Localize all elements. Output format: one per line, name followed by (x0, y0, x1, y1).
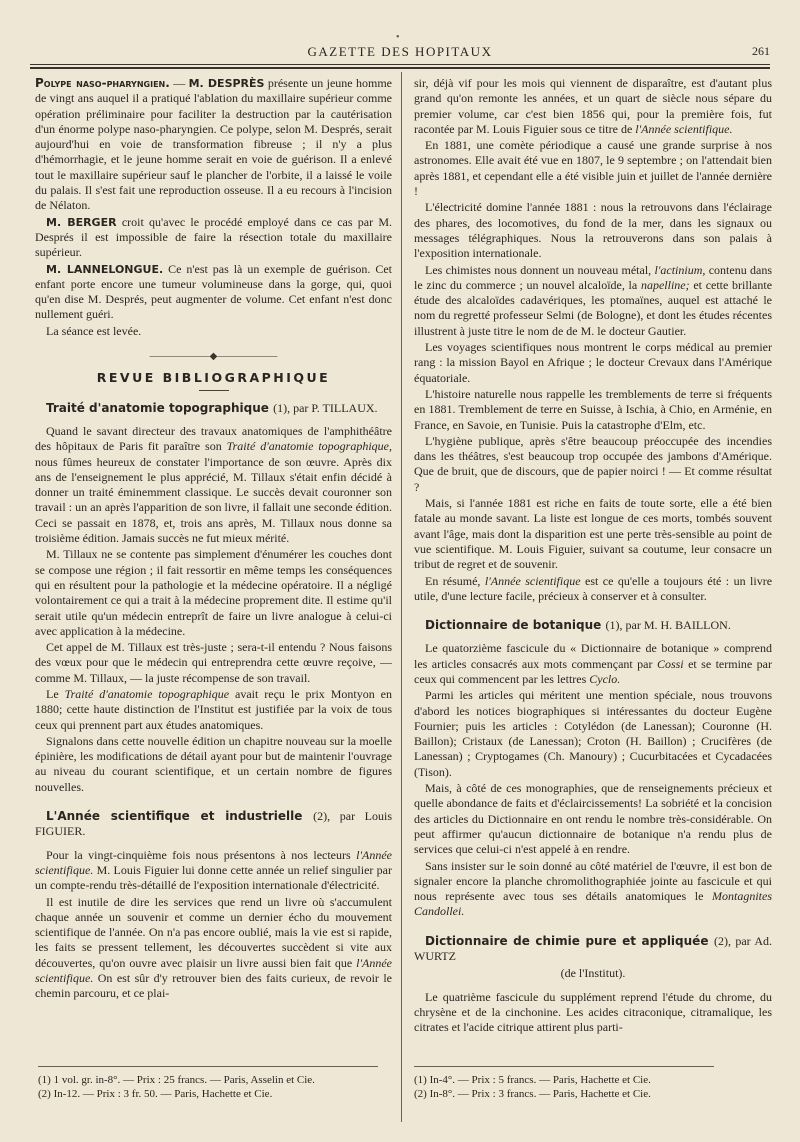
paragraph (35, 424, 392, 546)
paragraph (414, 859, 772, 920)
italic-text: Traité d'anatomie topographique, (226, 439, 392, 454)
paragraph-text: Ce n'est pas là un exemple de guérison. Cet enfant porte encore une tumeur volumineuse dans la gorge, qui, quoi qu'en dise M. Després, peut augmenter de volume. Cet enfant n'est donc nullement guéri. (35, 261, 393, 322)
left-column (35, 70, 392, 1003)
italic-text: Traité d'anatomie topographique (64, 686, 230, 701)
paragraph (414, 641, 772, 687)
footnotes-right (414, 1066, 714, 1101)
text: M. Louis Figuier lui donne cette année un relief singulier par un compte-rendu très-détaillé de l'exposition internationale d'électricité. (35, 862, 392, 893)
text: contenu dans le zinc du commerce ; un nouvel alcaloïde, la (414, 262, 772, 292)
article-title: L'Année scientifique et industrielle (46, 809, 303, 824)
paragraph: La séance est levée. (46, 323, 142, 338)
paragraph: M. Tillaux ne se contente pas simplement d'énumérer les couches dont se compose une région ; il fait ressortir en même temps les conséquences qui en résultent pour la pathologie et la médecine opératoire. Il a négligé volontairement ce qui a trait à la médecine proprement dite. Il estime qu'il serait utile qu'un médecin entreprît de faire un livre analogue à celui-ci avec application à la médecine. (35, 547, 392, 638)
page-number: 261 (752, 44, 770, 58)
paragraph: Signalons dans cette nouvelle édition un chapitre nouveau sur la moelle épinière, les modifications de détail ayant pour but de maintenir l'ouvrage au niveau du courant scientifique, et un certain nombre de figures nouvelles. (35, 733, 392, 794)
article-title: Traité d'anatomie topographique (46, 400, 269, 415)
text: nous fûmes heureux de constater l'importance de son œuvre. Après dix ans de l'enseignement le plus apprécié, M. Tillaux s'était enfin décidé à donner un traité éminemment classique. Le succès devait couronner son travail : un an après l'apparition de son livre, il fallait une seconde édition. Ceci se passait en 1878, et, trois ans après, M. Tillaux nous donne sa troisième édition. Jamais succès ne fut mieux mérité. (35, 454, 392, 546)
text: est ce qu'elle a toujours été : un livre utile, d'une lecture facile, précieux à conserver et à consulter. (414, 573, 773, 603)
article-heading (35, 401, 392, 416)
italic-text: l'Année scientifique. (635, 121, 733, 136)
header-rule (30, 64, 770, 65)
italic-text: napelline; (640, 277, 690, 292)
footnote: (2) In-8°. — Prix : 3 francs. — Paris, Hachette et Cie. (414, 1088, 651, 1100)
paragraph (35, 687, 392, 733)
italic-text: l'Année scientifique. (35, 955, 393, 986)
article-author: (2), par Ad. WURTZ (414, 933, 772, 964)
header-rule-thick (30, 67, 770, 69)
article-heading (414, 618, 772, 633)
speaker-name: M. LANNELONGUE. (46, 262, 164, 276)
text: et se termine par ceux qui commencent par les lettres (414, 656, 773, 686)
text: On est sûr d'y retrouver bien des faits curieux, de revoir le chemin parcouru, et ce plai- (35, 971, 392, 1001)
speaker-name: M. DESPRÈS (188, 77, 265, 90)
article-heading: Polype naso-pharyngien. (35, 76, 170, 90)
text: Quand le savant directeur des travaux anatomiques de l'amphithéâtre des hôpitaux de Paris fit paraître son (35, 423, 392, 454)
paragraph: L'histoire naturelle nous rappelle les tremblements de terre si fréquents en 1881. Tremblement de terre en Suisse, à Ischia, à Chio, en Arménie, en France, en Savoie, en Tunisie. Puis la catastrophe d'Elm, etc. (414, 386, 772, 432)
paragraph: Les voyages scientifiques nous montrent le corps médical au premier rang : la mission Bayol en Afrique ; le docteur Crevaux dans l'Amérique équatoriale. (414, 340, 772, 385)
text: et cette brillante étude des alcaloïdes cadavériques, les ptomaïnes, auquel est attaché le nom du regretté professeur Selmi (de Bologne), et dont les études récentes illustrent à juste titre le nom de de M. le docteur Gautier. (414, 277, 773, 338)
italic-text: l'Année scientifique (484, 573, 581, 588)
speaker-name: M. BERGER (46, 215, 117, 229)
article-title: Dictionnaire de botanique (425, 618, 602, 633)
journal-title: GAZETTE DES HOPITAUX (307, 44, 493, 59)
page-header (30, 44, 770, 64)
article-author: (2), par Louis FIGUIER. (35, 809, 392, 839)
article-author: (1), par P. TILLAUX. (273, 400, 378, 415)
paragraph (414, 574, 772, 605)
paragraph (35, 848, 392, 894)
paragraph (35, 215, 392, 261)
article-title: Dictionnaire de chimie pure et appliquée (425, 933, 709, 948)
article-heading (414, 934, 772, 965)
italic-text: Cossi (656, 656, 684, 671)
text: Sans insister sur le soin donné au côté matériel de l'œuvre, il est bon de signaler encore la planche chromolithographiée jointe au fascicule et qui nous représente avec tous ses détails anatomiques le (414, 858, 772, 904)
paragraph: Cet appel de M. Tillaux est très-juste ; sera-t-il entendu ? Nous faisons des vœux pour que le médecin qui entreprendra cette œuvre reçoive, — comme M. Tillaux, — la juste récompense de son travail. (35, 640, 392, 685)
italic-text: Cyclo. (589, 671, 621, 686)
article-heading (35, 809, 392, 840)
paragraph: En 1881, une comète périodique a causé une grande surprise à nos astronomes. Elle avait été vue en 1807, le 9 septembre ; on l'attendait bien après 1881, et cependant elle a été visible juin et juillet de l'année dernière ! (414, 138, 772, 199)
section-title: REVUE BIBLIOGRAPHIQUE (96, 370, 331, 386)
paragraph: Mais, à côté de ces monographies, que de renseignements précieux et quelle abondance de faits et d'éclaircissements! La sobriété et la concision des articles du Dictionnaire en ont rendu le nombre très-considérable. On peut affirmer qu'aucun dictionnaire de botanique n'a rendu plus de services que celui-ci n'est appelé à en rendre. (414, 781, 772, 857)
text: Le (46, 686, 59, 701)
paragraph: Mais, si l'année 1881 est riche en faits de toute sorte, elle a été bien fatale au monde savant. La liste est longue de ces morts, tombés souvent avant l'âge, mais dont la disparition est une perte très-sensible au point de vue scientifique. M. Louis Figuier, suivant sa coutume, leur consacre un tribut de regret et de souvenir. (414, 496, 772, 572)
paragraph (35, 262, 392, 323)
paragraph: L'hygiène publique, après s'être beaucoup préoccupée des incendies dans les théâtres, s'est beaucoup trop occupée des jambons d'Amérique. Que de bruit, que de discours, que de papier noirci ! — Et comme résultat ? (414, 433, 772, 494)
paragraph: L'électricité domine l'année 1881 : nous la retrouvons dans l'éclairage des phares, des locomotives, du fond de la mer, dans les signaux ou messages télégraphiques. Nous la retrouverons dans son palais à l'exposition internationale. (414, 200, 772, 261)
text: Le quatorzième fascicule du « Dictionnaire de botanique » comprend les articles consacrés aux mots commençant par (414, 641, 772, 671)
paragraph: Parmi les articles qui méritent une mention spéciale, nous trouvons d'abord les notices biographiques si intéressantes du docteur Eugène Fournier; puis les articles : Cotylédon (de Lanessan); Couronne (H. Baillon); Cristaux (de Lanessan); Croton (H. Baillon) ; Crucifères (de Lanessan) ; Cryptogames (Ch. Manoury) ; Cucurbitacées et Cycadacées (Tison). (414, 688, 772, 779)
short-rule (199, 390, 229, 391)
paragraph: Le quatrième fascicule du supplément reprend l'étude du chrome, du chrysène et de la cinchonine. Les acides citraconique, citramalique, les citrates et l'acide citrique attirent plus parti- (414, 989, 772, 1035)
footnote: (1) 1 vol. gr. in-8°. — Prix : 25 francs. — Paris, Asselin et Cie. (38, 1074, 315, 1086)
text: Pour la vingt-cinquième fois nous présentons à nos lecteurs (46, 847, 351, 862)
footnote: (2) In-12. — Prix : 3 fr. 50. — Paris, Hachette et Cie. (38, 1088, 273, 1100)
footnote: (1) In-4°. — Prix : 5 francs. — Paris, Hachette et Cie. (414, 1074, 651, 1086)
article-author-affiliation: (de l'Institut). (560, 966, 626, 981)
print-mark: • (396, 32, 400, 43)
text: En résumé, (425, 573, 481, 588)
text: Les chimistes nous donnent un nouveau métal, (425, 262, 652, 277)
italic-text: Montagnites Candollei. (414, 889, 772, 919)
paragraph (35, 895, 392, 1002)
text: avait reçu le prix Montyon en 1880; cette haute distinction de l'Institut est justifiée par la voix de tous ceux qui prennent part aux études anatomiques. (35, 686, 393, 732)
text: Il est inutile de dire les services que rend un livre où s'accumulent chaque année un souvenir et comme un dernier écho du mouvement scientifique de l'année. On n'a pas encore oublié, mais la vie est si rapide, les faits se pressent tellement, les découvertes succèdent si vite aux découvertes, qu'on ouvre avec plaisir un livre aussi bien fait que (35, 894, 392, 970)
ornament-divider: ——————◆—————— (149, 351, 278, 363)
paragraph-text: présente un jeune homme de vingt ans auquel il a pratiqué l'ablation du maxillaire supérieur comme opération préliminaire pour faciliter la destruction par la cautérisation d'un énorme polype naso-pharyngien. Ce polype, selon M. Després, serait aujourd'hui en voie de transformation fibreuse ; il n'y a plus d'hémorrhagie, et le jeune homme serait en voie de guérison. Il a enlevé tout le maxillaire supérieur sauf le plancher de l'orbite, il a laissé le voile du palais. Il s'est fait une reproduction osseuse. Il a eu recours à l'incision de Nélaton. (35, 76, 392, 213)
paragraph (414, 263, 772, 339)
paragraph: Polype naso-pharyngien. — M. DESPRÈS présente un jeune homme de vingt ans auquel il a pratiqué l'ablation du maxillaire supérieur comme opération préliminaire pour faciliter la destruction par la cautérisation d'un énorme polype naso-pharyngien. Ce polype, selon M. Després, serait aujourd'hui en voie de transformation fibreuse ; il n'y a plus d'hémorrhagie, et le jeune homme serait en voie de guérison. Il a enlevé tout le maxillaire supérieur sauf le plancher de l'orbite, il a laissé le voile du palais. Il s'est fait une reproduction osseuse. Il a eu recours à l'incision de Nélaton. (35, 76, 392, 213)
footnotes-left (38, 1066, 378, 1101)
article-author: (1), par M. H. BAILLON. (605, 618, 731, 633)
column-divider (401, 72, 402, 1122)
italic-text: l'Année scientifique. (35, 847, 393, 877)
paragraph (414, 76, 772, 137)
paragraph-text: croit qu'avec le procédé employé dans ce cas par M. Després il est impossible de faire la résection totale du maxillaire supérieur. (35, 214, 392, 260)
italic-text: l'actinium, (654, 262, 706, 277)
right-column (414, 70, 772, 1037)
text: sir, déjà vif pour les mois qui viennent de disparaître, est d'autant plus grand qu'on remonte les années, et un quart de siècle nous sépare du premier volume, car c'est bien 1856 qui, pour la première fois, fut racontée par M. Louis Figuier sous ce titre de (414, 76, 772, 136)
